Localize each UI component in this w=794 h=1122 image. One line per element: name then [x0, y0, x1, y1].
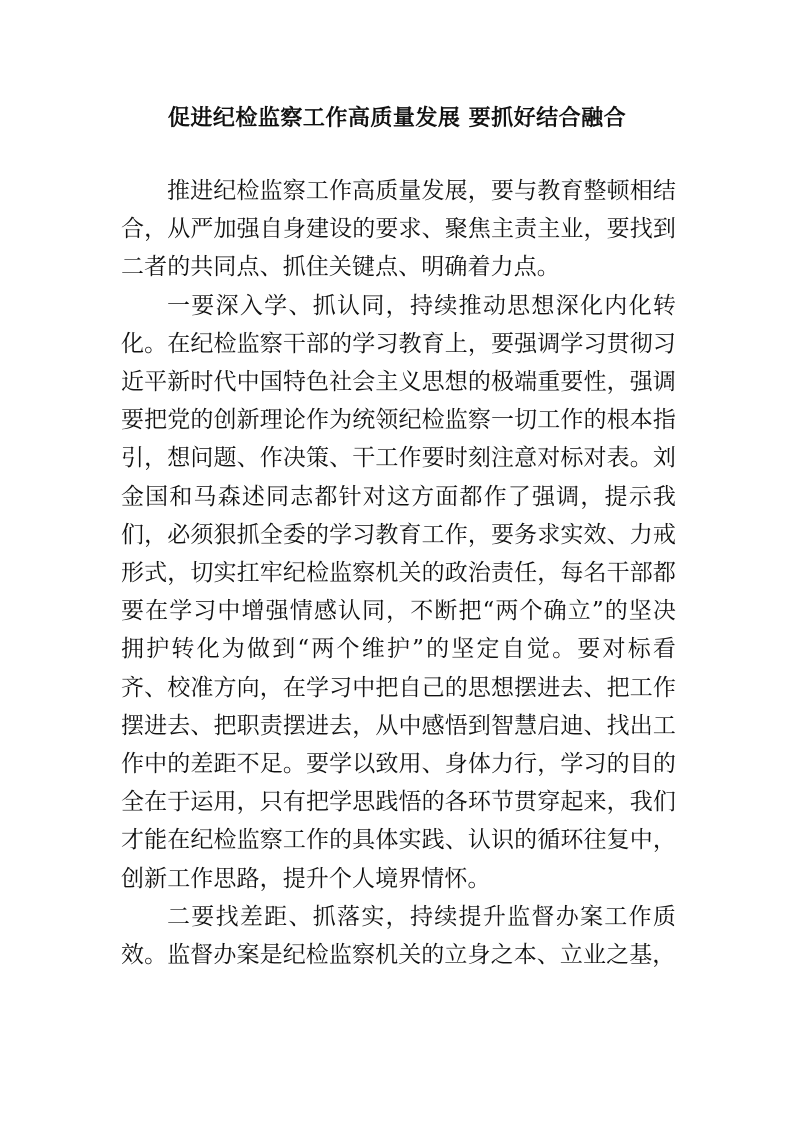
paragraph-point-two: 二要找差距、抓落实，持续提升监督办案工作质效。监督办案是纪检监察机关的立身之本、立业之基，	[121, 903, 676, 969]
paragraph-point-one: 一要深入学、抓认同，持续推动思想深化内化转化。在纪检监察干部的学习教育上，要强调学习贯彻习近平新时代中国特色社会主义思想的极端重要性，强调要把党的创新理论作为统领纪检监察一切工作的根本指引，想问题、作决策、干工作要时刻注意对标对表。刘金国和马森述同志都针对这方面都作了强调，提示我们，必须狠抓全委的学习教育工作，要务求实效、力戒形式，切实扛牢纪检监察机关的政治责任，每名干部都要在学习中增强情感认同，不断把“两个确立”的坚决拥护转化为做到“两个维护”的坚定自觉。要对标看齐、校准方向，在学习中把自己的思想摆进去、把工作摆进去、把职责摆进去，从中感悟到智慧启迪、找出工作中的差距不足。要学以致用、身体力行，学习的目的全在于运用，只有把学思践悟的各环节贯穿起来，我们才能在纪检监察工作的具体实践、认识的循环往复中，创新工作思路，提升个人境界情怀。	[121, 292, 676, 892]
paragraph-intro: 推进纪检监察工作高质量发展，要与教育整顿相结合，从严加强自身建设的要求、聚焦主责主业，要找到二者的共同点、抓住关键点、明确着力点。	[121, 178, 676, 281]
document-title: 促进纪检监察工作高质量发展 要抓好结合融合	[167, 105, 627, 131]
document-body	[121, 172, 676, 974]
